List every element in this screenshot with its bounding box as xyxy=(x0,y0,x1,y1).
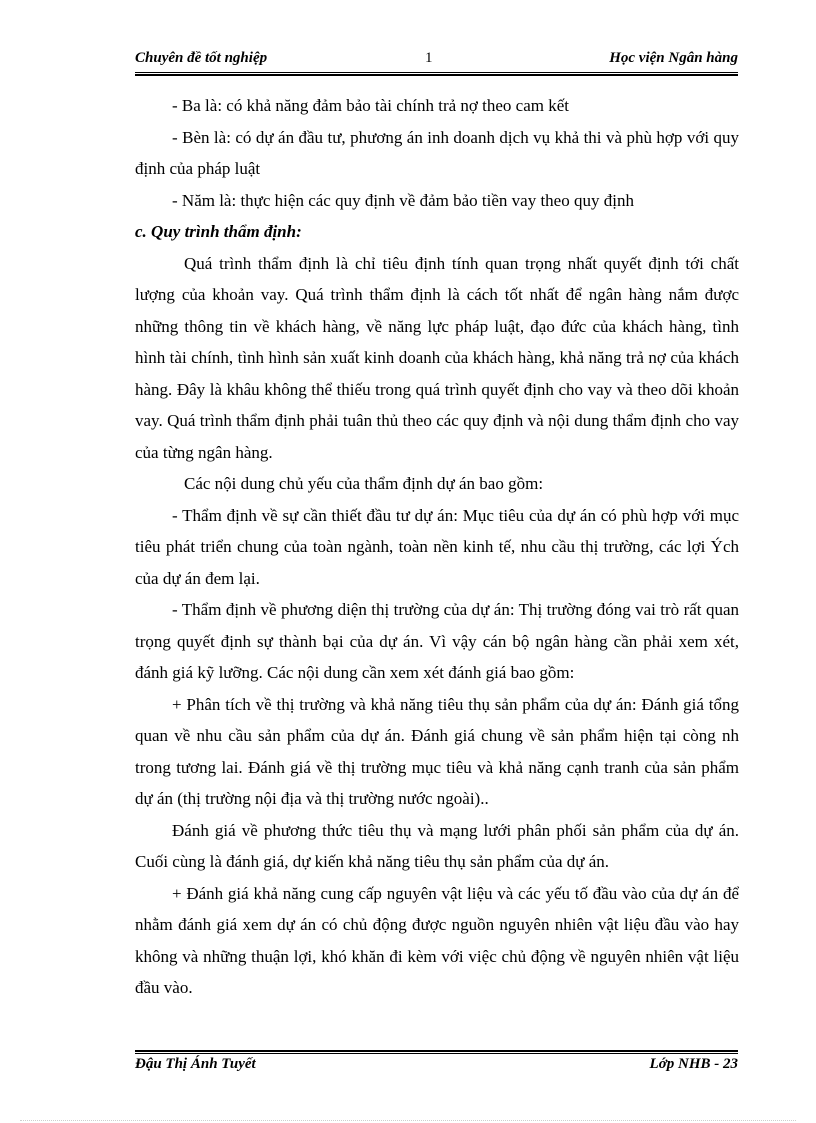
header-divider xyxy=(135,72,738,73)
header-title: Chuyên đề tốt nghiệp xyxy=(135,50,268,66)
page-header xyxy=(135,48,738,72)
paragraph-criterion-4: - Bèn là: có dự án đầu tư, phương án inh doanh dịch vụ khả thi và phù hợp với quy định của pháp luật xyxy=(135,127,739,178)
paragraph-appraisal-process: Quá trình thẩm định là chỉ tiêu định tính quan trọng nhất quyết định tới chất lượng của khoản vay. Quá trình thẩm định là cách tốt nhất để ngân hàng nắm được những thông tin về khách hàng, về năng lực pháp luật, đạo đức của khách hàng, tình hình tài chính, tình hình sản xuất kinh doanh của khách hàng, khả năng trả nợ của khách hàng. Đây là khâu không thể thiếu trong quá trình quyết định cho vay và theo dõi khoản vay. Quá trình thẩm định phải tuân thủ theo các quy định và nội dung thẩm định cho vay của từng ngân hàng. xyxy=(135,253,739,462)
paragraph-market: - Thẩm định về phương diện thị trường của dự án: Thị trường đóng vai trò rất quan trọng quyết định sự thành bại của dự án. Vì vậy cán bộ ngân hàng cần phải xem xét, đánh giá kỹ lưỡng. Các nội dung cần xem xét đánh giá bao gồm: xyxy=(135,600,739,682)
paragraph-criterion-3: - Ba là: có khả năng đảm bảo tài chính trả nợ theo cam kết xyxy=(172,96,570,115)
page-number: 1 xyxy=(425,50,433,66)
paragraph-market-analysis: + Phân tích về thị trường và khả năng tiêu thụ sản phẩm của dự án: Đánh giá tổng quan về nhu cầu sản phẩm của dự án. Đánh giá chung về sản phẩm hiện tại còng nh trong tương lai. Đánh giá về thị trường mục tiêu và khả năng cạnh tranh của sản phẩm dự án (thị trường nội địa và thị trường nước ngoài).. xyxy=(135,694,739,808)
footer-author: Đậu Thị Ánh Tuyết xyxy=(135,1056,256,1072)
page-footer xyxy=(135,1056,738,1078)
paragraph-distribution: Đánh giá về phương thức tiêu thụ và mạng lưới phân phối sản phẩm của dự án. Cuối cùng là đánh giá, dự kiến khả năng tiêu thụ sản phẩm của dự án. xyxy=(135,820,739,871)
paragraph-main-contents: Các nội dung chủ yếu của thẩm định dự án bao gồm: xyxy=(184,474,544,493)
paragraph-supply: + Đánh giá khả năng cung cấp nguyên vật liệu và các yếu tố đầu vào của dự án để nhằm đánh giá xem dự án có chủ động được nguồn nguyên nhiên vật liệu đầu vào hay không và những thuận lợi, khó khăn đi kèm với việc chủ động về nguyên nhiên vật liệu đầu vào. xyxy=(135,883,739,997)
document-body xyxy=(135,90,739,1004)
paragraph-criterion-5: - Năm là: thực hiện các quy định về đảm bảo tiền vay theo quy định xyxy=(172,190,634,210)
footer-class: Lớp NHB - 23 xyxy=(649,1056,738,1072)
header-institution: Học viện Ngân hàng xyxy=(609,50,738,66)
section-heading: c. Quy trình thẩm định: xyxy=(135,222,302,241)
footer-divider xyxy=(135,1053,738,1054)
header-divider-thick xyxy=(135,74,738,76)
page-edge-dotted-line xyxy=(20,1120,796,1121)
footer-divider-thick xyxy=(135,1050,738,1052)
paragraph-necessity: - Thẩm định về sự cần thiết đầu tư dự án: Mục tiêu của dự án có phù hợp với mục tiêu phát triển chung của toàn ngành, toàn nền kinh tế, nhu cầu thị trường, các lợi Ých của dự án đem lại. xyxy=(135,505,739,588)
